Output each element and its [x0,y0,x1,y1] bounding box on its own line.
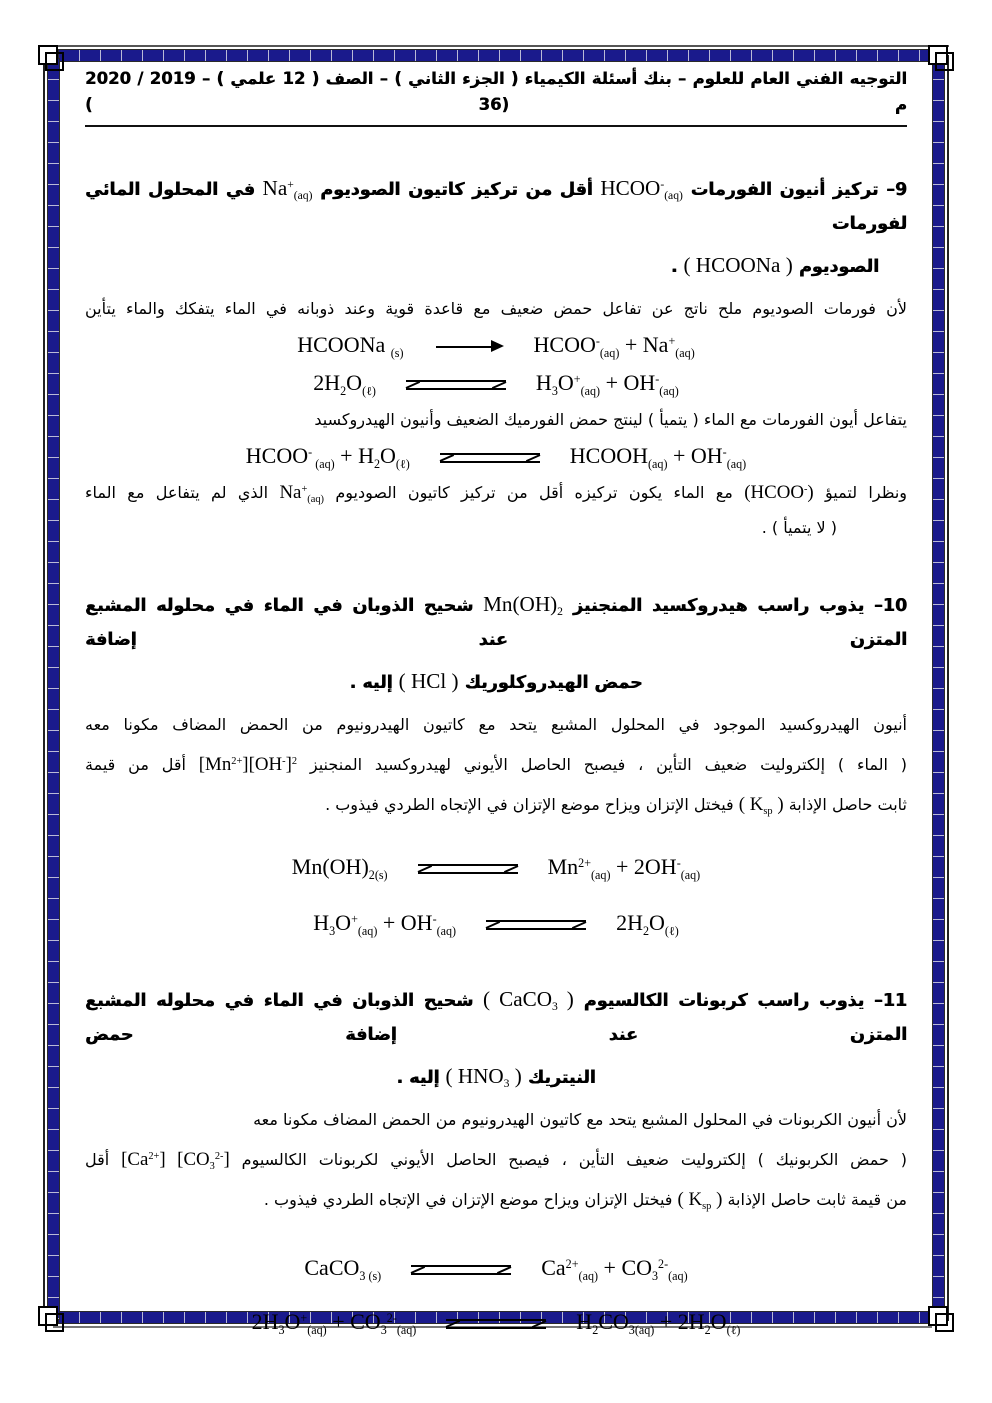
page-border-left [47,58,60,1320]
arabic-text: مع الماء يكون تركيزه أقل من تركيز كاتيون الصوديوم [324,483,745,502]
question-11-explanation-3 [85,1182,907,1217]
question-11-equation-2 [85,1303,907,1341]
chemical-formula: CaCO$_{3 (s)}$ [304,1255,382,1283]
chemical-formula: $Na^+_{(aq)}$ [262,176,313,203]
question-11 [85,982,907,1341]
question-10-explanation-2 [85,742,907,787]
arabic-text: التوجيه الفني العام للعلوم – بنك أسئلة الكيمياء ( الجزء الثاني ) – الصف ( 12 علمي ) – 2019 / 2020 م (36 ) [85,69,908,114]
arabic-text: ( لا يتميأ ) . [761,518,837,537]
question-10-equation-2 [85,904,907,942]
arabic-text: حمض الهيدروكلوريك [458,673,643,693]
forward-arrow-icon [436,338,502,356]
page-border-top [58,49,948,62]
question-10-equation-1 [85,848,907,886]
question-11-explanation-1 [85,1102,907,1137]
chemical-formula: $H_3O^+_{(aq)} + OH^-_{(aq)}$ [535,370,679,398]
chemical-formula: HCOONa $_{(s)}$ [297,332,404,360]
question-11-equation-1 [85,1249,907,1287]
arabic-text: الصوديوم [792,257,879,277]
document-header [85,66,907,127]
question-9-equation-2 [85,364,907,402]
chemical-formula: (HCOO-) [744,482,814,503]
chemical-formula: ( HCOONa ) [683,253,793,277]
arabic-text: الذي لم يتفاعل مع الماء [85,483,280,502]
chemical-formula: $Mn^{2+}_{(aq)} + 2OH^-_{(aq)}$ [547,854,701,882]
border-corner-bottom-left-icon [38,1306,58,1326]
arabic-text: أقل من تركيز كاتيون الصوديوم [312,180,601,200]
chemical-formula: $[Ca^{2+}]$ $[CO_3^{2-}]$ [121,1149,230,1172]
question-10 [85,587,907,942]
chemical-formula: $2H_3O^+_{(aq)} + CO_3^{2-}_{(aq)}$ [251,1309,417,1337]
chemical-formula: ( CaCO$_3$ ) [483,987,574,1014]
equilibrium-arrow-icon [440,449,540,467]
arabic-text: لأن أنيون الكربونات في المحلول المشبع يتحد مع كاتيون الهيدرونيوم من الحمض المضاف مكونا معه [253,1110,907,1129]
chemical-formula: $H_2CO_{3(aq)} + 2H_2O_{(\ell)}$ [576,1309,741,1337]
arabic-text: شحيح الذوبان في الماء في محلوله المشبع المتزن عند إضافة حمض [85,991,907,1045]
chemical-formula: ( $K_{sp}$ ) [738,794,784,817]
question-9-equation-3 [85,437,907,475]
chemical-formula: ( $K_{sp}$ ) [677,1189,723,1212]
equilibrium-arrow-icon [486,916,586,934]
chemical-formula: ( $HNO_3$ ) [445,1064,522,1091]
arabic-text: أقل [85,1150,122,1169]
page-content [85,66,907,1341]
chemical-formula: $Ca^{2+}_{(aq)} + CO_3^{2-}_{(aq)}$ [541,1255,688,1283]
chemical-formula: $Mn(OH)_{2(s)}$ [291,854,388,882]
question-9-title-line-2 [85,248,907,284]
arabic-text: لأن فورمات الصوديوم ملح ناتج عن تفاعل حمض ضعيف مع قاعدة قوية وعند ذوبانه في الماء يتفكك والماء يتأين [85,299,907,318]
border-corner-top-left-icon [38,45,58,65]
arabic-text: . [670,257,684,277]
chemical-formula: $HCOOH_{(aq)} + OH^-_{(aq)}$ [569,443,747,471]
arabic-text: 9– تركيز أنيون الفورمات [682,180,908,200]
chemical-formula: $[Mn^{2+}][OH^-]^2$ [198,754,298,775]
question-10-explanation-3 [85,787,907,822]
arabic-text: شحيح الذوبان في الماء في محلوله المشبع المتزن عند إضافة [85,596,907,650]
arabic-text: فيختل الإتزان ويزاح موضع الإتزان في الإتجاه الطردي فيذوب . [263,1190,678,1209]
question-11-title-line-2 [85,1059,907,1095]
question-10-title-line-1 [85,587,907,657]
arabic-text: ثابت حاصل الإذابة [783,795,907,814]
equilibrium-arrow-icon [418,860,518,878]
question-11-title-line-1 [85,982,907,1052]
equilibrium-arrow-icon [446,1315,546,1333]
arabic-text: يتفاعل أيون الفورمات مع الماء ( يتميأ ) لينتج حمض الفورميك الضعيف وأنيون الهيدروكسيد [314,410,907,429]
chemical-formula: HCOO- $_{(aq)} + H_2O_{(\ell)}$ [245,443,410,471]
arabic-text: أنيون الهيدروكسيد الموجود في المحلول المشبع يتحد مع كاتيون الهيدرونيوم من الحمض المضاف مكونا معه [85,715,907,734]
equilibrium-arrow-icon [406,376,506,394]
question-10-explanation-1 [85,707,907,742]
chemical-formula: $2H_2O_{(\ell)}$ [313,370,376,398]
border-corner-bottom-right-icon [928,1306,948,1326]
question-9-explanation-3 [85,475,907,510]
chemical-formula: $H_3O^+_{(aq)} + OH^-_{(aq)}$ [313,910,457,938]
chemical-formula: $Na^+_{(aq)}$ [279,482,324,505]
arabic-text: ونظرا لتميؤ [813,483,907,502]
chemical-formula: $2H_2O_{(\ell)}$ [616,910,679,938]
question-9-explanation-1 [85,291,907,326]
question-9 [85,171,907,545]
arabic-text: النيتريك [521,1068,596,1088]
question-9-explanation-4 [85,510,907,545]
arabic-text: فيختل الإتزان ويزاح موضع الإتزان في الإتجاه الطردي فيذوب . [325,795,739,814]
arabic-text: أقل من قيمة [85,755,199,774]
question-9-title-line-1 [85,171,907,241]
arabic-text: إليه . [349,673,399,693]
border-corner-top-right-icon [928,45,948,65]
arabic-text: في المحلول المائي لفورمات [85,180,907,234]
arabic-text: من قيمة ثابت حاصل الإذابة [722,1190,907,1209]
arabic-text: 10– يذوب راسب هيدروكسيد المنجنيز [562,596,907,616]
chemical-formula: $HCOO^-_{(aq)} + Na^+_{(aq)}$ [533,332,695,360]
arabic-text: 11– يذوب راسب كربونات الكالسيوم [573,991,907,1011]
chemical-formula: $HCOO^-_{(aq)}$ [600,176,683,203]
arabic-text: إليه . [396,1068,446,1088]
arabic-text: ( حمض الكربونيك ) إلكتروليت ضعيف التأين ، فيصبح الحاصل الأيوني لكربونات الكالسيوم [229,1150,908,1169]
question-9-explanation-2 [85,402,907,437]
question-11-explanation-2 [85,1137,907,1182]
question-10-title-line-2 [85,664,907,700]
equilibrium-arrow-icon [411,1261,511,1279]
question-9-equation-1 [85,326,907,364]
arabic-text: ( الماء ) إلكتروليت ضعيف التأين ، فيصبح الحاصل الأيوني لهيدروكسيد المنجنيز [297,755,907,774]
page-border-right [932,58,945,1320]
chemical-formula: $Mn(OH)_2$ [483,592,563,619]
chemical-formula: ( HCl ) [398,669,459,693]
